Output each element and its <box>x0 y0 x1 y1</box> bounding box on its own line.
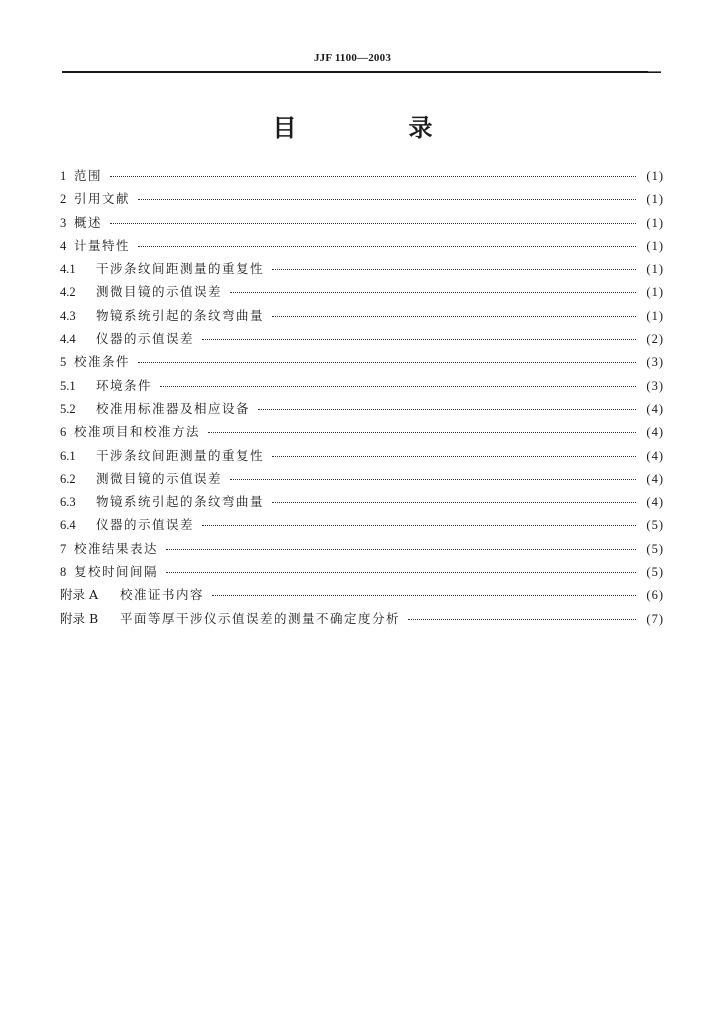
toc-dot-leader <box>138 198 636 200</box>
toc-entry <box>60 211 664 234</box>
toc-entry-number: 4.2 <box>60 285 76 300</box>
toc-entry-page: (1) <box>646 262 664 277</box>
toc-entry-title: 计量特性 <box>74 237 131 253</box>
toc-dot-leader <box>202 338 636 340</box>
toc-entry-number: 4.4 <box>60 332 76 347</box>
toc-entry-number: 6.4 <box>60 518 76 533</box>
toc-entry-page: (1) <box>646 169 664 183</box>
toc-entry-page: (5) <box>646 518 664 533</box>
toc-entry-title: 干涉条纹间距测量的重复性 <box>96 447 265 463</box>
toc-dot-leader <box>138 245 636 247</box>
document-code: JJF 1100—2003 <box>313 52 392 64</box>
toc-entry-title: 物镜系统引起的条纹弯曲量 <box>96 307 265 323</box>
toc-entry-number: 6.2 <box>60 471 76 486</box>
toc-entry <box>60 537 664 560</box>
toc-entry-number: 6.1 <box>60 448 76 463</box>
toc-dot-leader <box>166 548 636 550</box>
toc-entry <box>60 397 664 420</box>
toc-entry-title: 范围 <box>74 168 103 183</box>
toc-entry-page: (1) <box>646 308 664 323</box>
toc-entry-page: (3) <box>646 378 664 393</box>
toc-dot-leader <box>110 175 636 177</box>
toc-entry-title: 校准证书内容 <box>120 587 205 603</box>
toc-entry-title: 复校时间间隔 <box>74 564 159 580</box>
toc-entry-page: (4) <box>646 471 664 486</box>
toc-dot-leader <box>258 408 636 410</box>
toc-entry-title: 引用文献 <box>74 191 131 207</box>
toc-entry-number: 6 <box>60 425 67 440</box>
toc-entry-number: 4 <box>60 238 67 253</box>
toc-dot-leader <box>166 571 636 573</box>
toc-entry <box>60 444 664 467</box>
toc-entry <box>60 280 664 303</box>
toc-entry-title: 校准用标准器及相应设备 <box>96 400 251 416</box>
toc-entry-number: 4.3 <box>60 308 76 323</box>
toc-dot-leader <box>202 524 636 526</box>
toc-entry-page: (7) <box>646 611 664 626</box>
toc-entry-page: (2) <box>646 332 664 347</box>
toc-entry <box>60 350 664 373</box>
toc-entry-page: (5) <box>646 565 664 580</box>
toc-entry-title: 物镜系统引起的条纹弯曲量 <box>96 494 265 510</box>
toc-entry-page: (1) <box>646 192 664 207</box>
toc-entry-page: (1) <box>646 215 664 230</box>
toc-entry-number: 6.3 <box>60 495 76 510</box>
toc-title: 目 录 <box>272 114 477 142</box>
toc-dot-leader <box>230 291 636 293</box>
toc-entry <box>60 607 664 630</box>
toc-dot-leader <box>408 618 636 620</box>
toc-entry-number: 7 <box>60 541 67 556</box>
toc-entry-title: 平面等厚干涉仪示值误差的测量不确定度分析 <box>120 610 401 626</box>
toc-entry-title: 概述 <box>74 214 103 230</box>
toc-entry <box>60 490 664 513</box>
toc-entry-page: (6) <box>646 588 664 603</box>
toc-dot-leader <box>230 478 636 480</box>
toc-entry-title: 测微目镜的示值误差 <box>96 470 223 486</box>
toc-dot-leader <box>138 361 636 363</box>
toc-entry <box>60 257 664 280</box>
toc-entry-number: 1 <box>60 169 67 183</box>
toc-entry-page: (1) <box>646 285 664 300</box>
toc-dot-leader <box>272 501 636 503</box>
toc-entry-page: (4) <box>646 448 664 463</box>
toc-entry <box>60 374 664 397</box>
toc-entry-page: (5) <box>646 541 664 556</box>
toc-entry <box>60 327 664 350</box>
toc-entry-title: 仪器的示值误差 <box>96 331 195 347</box>
toc-dot-leader <box>272 455 636 457</box>
toc-dot-leader <box>272 268 636 270</box>
table-of-contents <box>60 164 664 630</box>
toc-dot-leader <box>212 594 636 596</box>
toc-entry <box>60 583 664 606</box>
toc-dot-leader <box>160 385 636 387</box>
toc-entry-title: 测微目镜的示值误差 <box>96 284 223 300</box>
toc-entry-number: 4.1 <box>60 262 76 277</box>
toc-entry <box>60 187 664 210</box>
toc-entry-page: (4) <box>646 401 664 416</box>
toc-entry-page: (1) <box>646 238 664 253</box>
toc-entry-number: 5 <box>60 355 67 370</box>
header-rule <box>62 71 661 73</box>
toc-dot-leader <box>208 431 636 433</box>
toc-entry-title: 环境条件 <box>96 377 153 393</box>
toc-entry-page: (4) <box>646 425 664 440</box>
toc-entry-title: 仪器的示值误差 <box>96 517 195 533</box>
toc-entry-title: 校准条件 <box>74 354 131 370</box>
toc-entry-number: 附录 B <box>60 610 99 626</box>
toc-entry-number: 5.1 <box>60 378 76 393</box>
toc-entry <box>60 234 664 257</box>
toc-dot-leader <box>110 222 636 224</box>
toc-dot-leader <box>272 315 636 317</box>
toc-entry <box>60 560 664 583</box>
toc-entry-number: 8 <box>60 565 67 580</box>
toc-entry-page: (4) <box>646 495 664 510</box>
toc-entry-number: 5.2 <box>60 401 76 416</box>
toc-entry <box>60 304 664 327</box>
toc-entry <box>60 164 664 187</box>
toc-entry-number: 3 <box>60 215 67 230</box>
toc-entry-number: 附录 A <box>60 587 99 603</box>
toc-entry-title: 校准项目和校准方法 <box>74 424 201 440</box>
toc-entry-number: 2 <box>60 192 67 207</box>
toc-entry <box>60 513 664 536</box>
toc-entry <box>60 420 664 443</box>
toc-entry-page: (3) <box>646 355 664 370</box>
toc-entry-title: 干涉条纹间距测量的重复性 <box>96 261 265 277</box>
header-rule-tail <box>648 71 661 72</box>
toc-entry-title: 校准结果表达 <box>74 540 159 556</box>
toc-entry <box>60 467 664 490</box>
